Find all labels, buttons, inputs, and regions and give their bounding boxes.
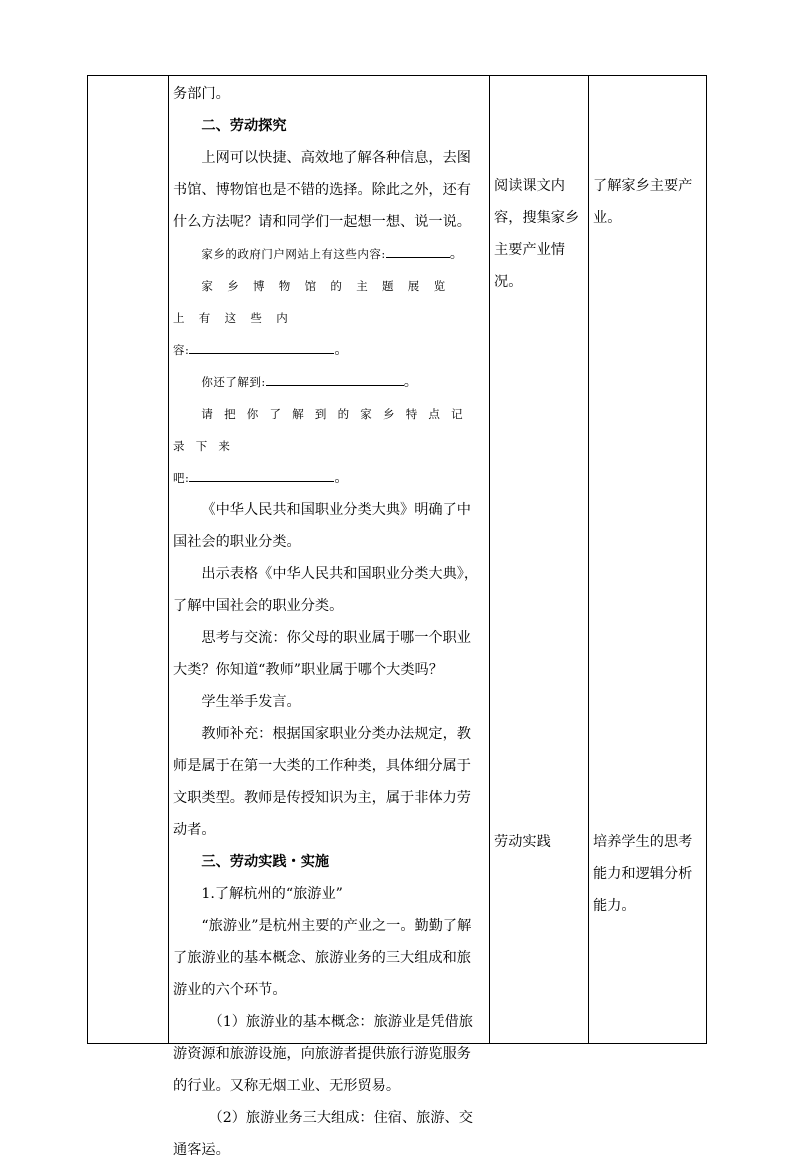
intro-line: 务部门。 [173, 86, 230, 102]
explore-paragraph: 上网可以快捷、高效地了解各种信息，去图书馆、博物馆也是不错的选择。除此之外，还有什么方法呢？请和同学们一起想一想、说一说。 [173, 150, 471, 230]
column-divider [489, 76, 490, 1043]
student-activity-2: 劳动实践 [494, 834, 551, 850]
fill-line-museum-cont: 容: 。 [173, 334, 483, 366]
practice-item-1: 1.了解杭州的“旅游业” [201, 886, 343, 902]
column-divider [588, 76, 589, 1043]
students-paragraph: 学生举手发言。 [201, 694, 301, 710]
tourism-concept-paragraph: （1）旅游业的基本概念：旅游业是凭借旅游资源和旅游设施，向旅游者提供旅行游览服务的行业。又称无烟工业、无形贸易。 [173, 1014, 473, 1094]
answer-blank[interactable] [189, 467, 334, 482]
answer-blank[interactable] [266, 371, 404, 386]
fill-line-record: 请把你了解到的家乡特点记录下来 [173, 407, 474, 453]
student-activity-1: 阅读课文内容，搜集家乡主要产业情况。 [494, 178, 580, 290]
fill-line-government-site: 家乡的政府门户网站上有这些内容: 。 [173, 238, 483, 270]
show-table-paragraph: 出示表格《中华人民共和国职业分类大典》，了解中国社会的职业分类。 [173, 566, 479, 614]
column-divider [168, 76, 169, 1043]
discussion-paragraph: 思考与交流：你父母的职业属于哪一个职业大类？你知道“教师”职业属于哪个大类吗？ [173, 630, 471, 678]
fill-line-museum: 家乡博物馆的主题展览上有这些内 [173, 279, 460, 325]
tourism-parts-paragraph: （2）旅游业务三大组成：住宿、旅游、交通客运。 [173, 1110, 473, 1158]
tourism-paragraph: “旅游业”是杭州主要的产业之一。勤勤了解了旅游业的基本概念、旅游业务的三大组成和旅游业的六个环节。 [173, 918, 472, 998]
fill-line-other: 你还了解到: 。 [173, 366, 483, 398]
fill-line-record-cont: 吧: 。 [173, 462, 483, 494]
answer-blank[interactable] [189, 339, 334, 354]
section-heading-practice: 三、劳动实践・实施 [201, 854, 330, 870]
design-intent-1: 了解家乡主要产业。 [593, 178, 693, 226]
dictionary-paragraph: 《中华人民共和国职业分类大典》明确了中国社会的职业分类。 [173, 502, 471, 550]
section-heading-explore: 二、劳动探究 [201, 118, 287, 134]
lesson-plan-table [87, 75, 707, 1158]
teacher-supplement-paragraph: 教师补充：根据国家职业分类办法规定，教师是属于在第一大类的工作种类，具体细分属于文职类型。教师是传授知识为主，属于非体力劳动者。 [173, 726, 471, 838]
content-cell [173, 78, 483, 1166]
design-intent-2: 培养学生的思考能力和逻辑分析能力。 [593, 834, 693, 914]
answer-blank[interactable] [386, 243, 450, 258]
